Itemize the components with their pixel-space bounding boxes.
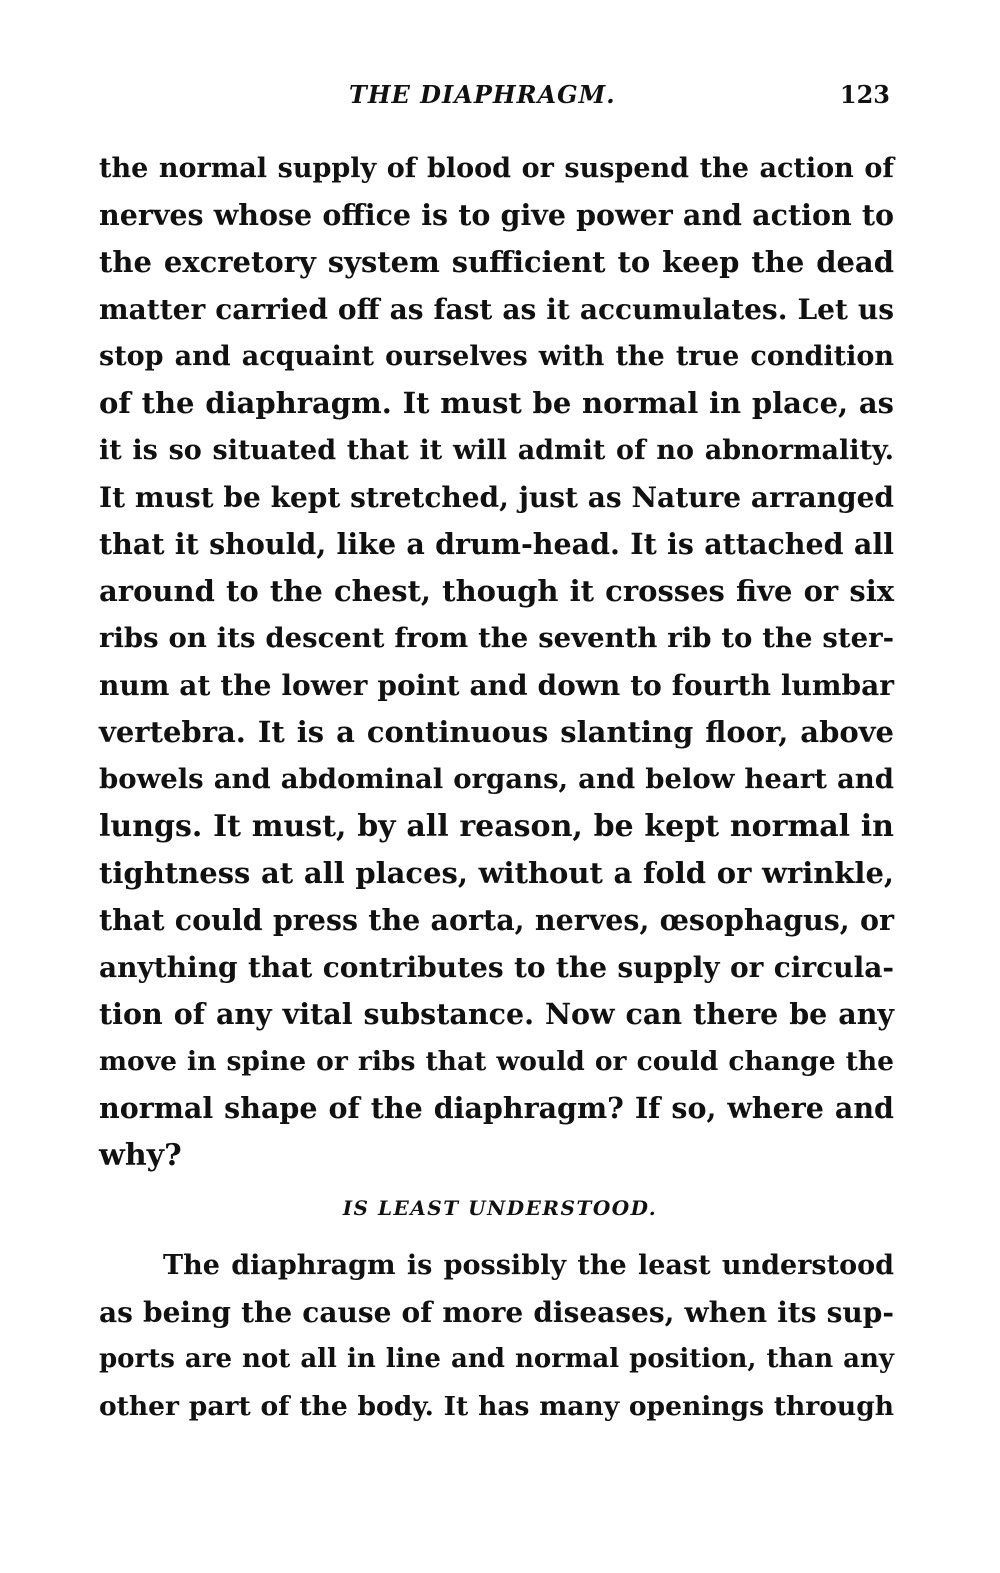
text-line: matter carried off as fast as it accumulates. Let us: [99, 293, 894, 326]
text-line: lungs. It must, by all reason, be kept normal in: [99, 809, 894, 844]
text-line: around to the chest, though it crosses five or six: [99, 574, 894, 608]
text-line: num at the lower point and down to fourth lumbar: [99, 669, 894, 702]
text-line: move in spine or ribs that would or could change the: [99, 1046, 894, 1077]
body-paragraph-1: [99, 145, 894, 1179]
text-line: that could press the aorta, nerves, œsophagus, or: [99, 903, 894, 937]
text-line: vertebra. It is a continuous slanting floor, above: [99, 715, 894, 749]
text-line: ribs on its descent from the seventh rib to the ster-: [99, 622, 894, 654]
text-line: It must be kept stretched, just as Nature arranged: [99, 481, 894, 514]
text-line: of the diaphragm. It must be normal in place, as: [99, 386, 894, 420]
text-line: stop and acquaint ourselves with the true condition: [99, 341, 894, 372]
text-line: the excretory system sufficient to keep the dead: [99, 245, 894, 279]
text-line: it is so situated that it will admit of no abnormality.: [99, 435, 894, 466]
text-line: other part of the body. It has many openings through: [99, 1391, 894, 1422]
running-header: [96, 80, 896, 120]
text-line: The diaphragm is possibly the least understood: [163, 1250, 894, 1281]
text-line: bowels and abdominal organs, and below heart and: [99, 763, 894, 795]
running-title: THE DIAPHRAGM.: [349, 80, 616, 109]
text-line: tion of any vital substance. Now can there be any: [99, 997, 894, 1031]
text-line: why?: [99, 1138, 182, 1173]
text-line: the normal supply of blood or suspend the action of: [99, 153, 894, 184]
text-line: ports are not all in line and normal position, than any: [99, 1344, 894, 1374]
text-line: as being the cause of more diseases, when its sup-: [99, 1296, 894, 1329]
text-line: normal shape of the diaphragm? If so, where and: [99, 1091, 894, 1125]
text-line: anything that contributes to the supply or circula-: [99, 951, 894, 984]
text-line: that it should, like a drum-head. It is attached all: [99, 527, 894, 561]
text-line: nerves whose office is to give power and action to: [99, 198, 894, 232]
page-number: 123: [839, 80, 890, 109]
text-line: tightness at all places, without a fold or wrinkle,: [99, 856, 894, 890]
body-paragraph-2: [99, 1242, 894, 1430]
section-heading: IS LEAST UNDERSTOOD.: [342, 1196, 658, 1220]
